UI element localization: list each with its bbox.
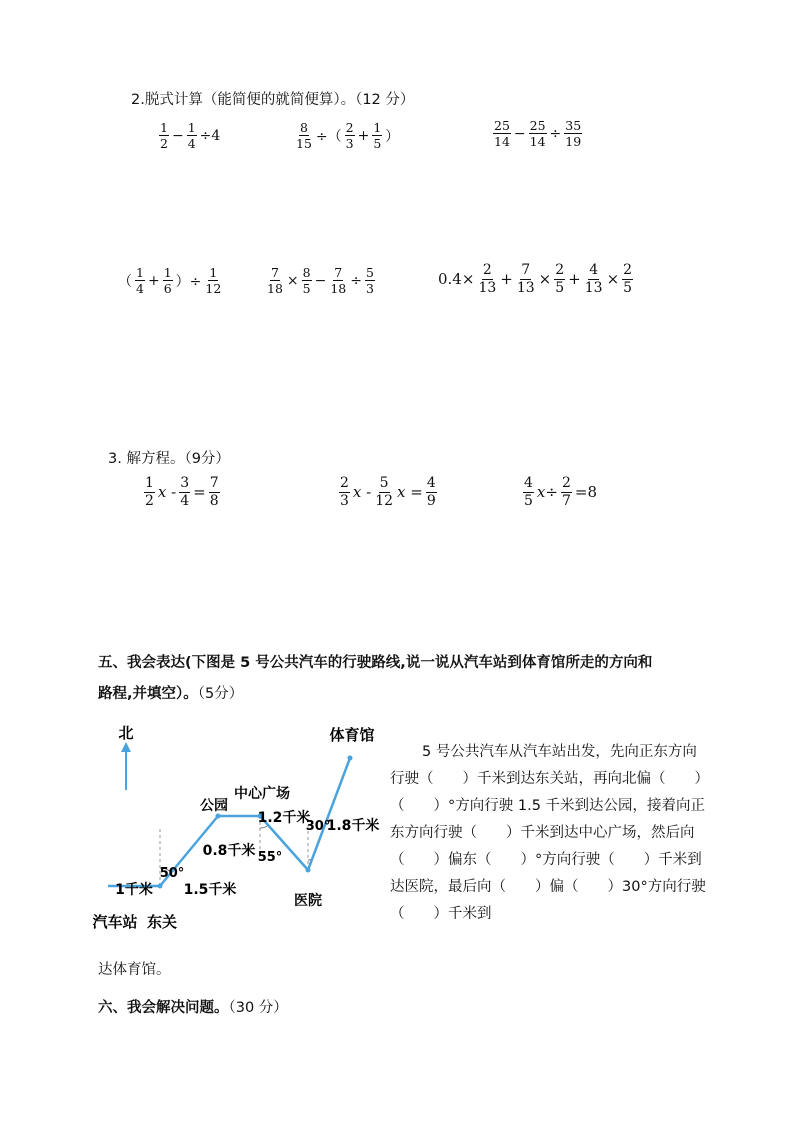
dist-park-center: 0.8千米 bbox=[202, 843, 256, 859]
problem-3: $\frac{25}{14}$ − $\frac{25}{14}$ ÷ $\frac{35}{19}$ bbox=[494, 118, 582, 150]
fraction: $\frac{1}{5}$ bbox=[373, 120, 382, 152]
fraction: $\frac{4}{9}$ bbox=[426, 475, 436, 509]
fraction: $\frac{2}{3}$ bbox=[345, 120, 354, 152]
fraction: $\frac{25}{14}$ bbox=[529, 118, 546, 150]
section5-title-line2 bbox=[98, 682, 243, 703]
route-map bbox=[88, 718, 388, 943]
fraction: $\frac{2}{13}$ bbox=[478, 262, 497, 296]
fraction: $\frac{7}{18}$ bbox=[267, 265, 283, 297]
label-stadium: 体育馆 bbox=[329, 726, 375, 744]
section6-title-bold: 六、我会解决问题。 bbox=[98, 1000, 229, 1016]
fraction: $\frac{7}{8}$ bbox=[209, 475, 219, 509]
label-center-square: 中心广场 bbox=[234, 786, 290, 802]
problem-1: $\frac{1}{2}$ − $\frac{1}{4}$ ÷4 bbox=[160, 120, 221, 152]
section6-score: （30 分） bbox=[228, 1000, 288, 1016]
fraction: $\frac{1}{2}$ bbox=[145, 475, 154, 509]
label-dongguan: 东关 bbox=[146, 913, 178, 931]
fraction: $\frac{1}{2}$ bbox=[160, 120, 168, 152]
stop-park bbox=[216, 814, 221, 819]
fraction: $\frac{7}{18}$ bbox=[330, 265, 347, 297]
section3-title: 3. 解方程。（9分） bbox=[108, 451, 230, 467]
fraction: $\frac{5}{12}$ bbox=[375, 475, 394, 509]
dist-dongguan-park: 1.5千米 bbox=[183, 882, 237, 898]
label-park: 公园 bbox=[200, 798, 228, 814]
angle-label-50: 50° bbox=[159, 866, 185, 881]
label-hospital: 医院 bbox=[294, 893, 322, 909]
section2-title: 2.脱式计算（能简便的就简便算）。（12 分） bbox=[131, 92, 415, 108]
fraction: $\frac{3}{4}$ bbox=[180, 475, 190, 509]
fraction: $\frac{25}{14}$ bbox=[494, 118, 510, 150]
angle-label-30: 30° bbox=[305, 819, 331, 834]
stop-dongguan bbox=[158, 884, 163, 889]
fraction: $\frac{1}{4}$ bbox=[136, 265, 144, 297]
fraction: $\frac{2}{7}$ bbox=[561, 475, 571, 509]
fraction: $\frac{2}{5}$ bbox=[623, 262, 633, 296]
fraction: $\frac{8}{15}$ bbox=[296, 120, 312, 152]
section5-title-line1: 五、我会表达(下图是 5 号公共汽车的行驶路线,说一说从汽车站到体育馆所走的方向和 bbox=[98, 655, 653, 671]
fraction: $\frac{8}{5}$ bbox=[302, 265, 311, 297]
angle-arc-55 bbox=[260, 826, 267, 828]
equation-1: $\frac{1}{2}$ x - $\frac{3}{4}$ = $\frac{7}{8}$ bbox=[145, 475, 219, 509]
dist-center-hospital: 1.2千米 bbox=[257, 810, 311, 826]
problem-6: 0.4× $\frac{2}{13}$ + $\frac{7}{13}$ × $\frac{2}{5}$ + $\frac{4}{13}$ × $\frac{2}{5}$ bbox=[438, 262, 633, 296]
fraction: $\frac{5}{3}$ bbox=[365, 265, 374, 297]
angle-label-55: 55° bbox=[257, 850, 283, 865]
fraction: $\frac{2}{3}$ bbox=[340, 475, 349, 509]
label-bus-station: 汽车站 bbox=[92, 913, 138, 931]
equation-3: $\frac{4}{5}$ x÷ $\frac{2}{7}$ =8 bbox=[524, 475, 597, 509]
north-label: 北 bbox=[118, 724, 134, 742]
dist-station-dongguan: 1千米 bbox=[115, 882, 153, 898]
fraction: $\frac{4}{5}$ bbox=[524, 475, 533, 509]
section5-paragraph-end: 达体育馆。 bbox=[98, 962, 171, 978]
fraction: $\frac{1}{6}$ bbox=[163, 265, 172, 297]
section5-score: （5分） bbox=[197, 686, 244, 702]
fraction: $\frac{4}{13}$ bbox=[584, 262, 603, 296]
section6-title bbox=[98, 996, 288, 1017]
section5-title-bold: 路程,并填空）。 bbox=[98, 686, 198, 702]
fraction: $\frac{2}{5}$ bbox=[555, 262, 565, 296]
problem-4: （ $\frac{1}{4}$ + $\frac{1}{6}$ ）÷ $\frac{1}{12}$ bbox=[118, 265, 222, 297]
stop-hospital bbox=[306, 868, 311, 873]
fraction: $\frac{35}{19}$ bbox=[565, 118, 582, 150]
dist-hospital-stadium: 1.8千米 bbox=[326, 818, 380, 834]
north-arrowhead-icon bbox=[121, 742, 131, 752]
section5-paragraph: 5 号公共汽车从汽车站出发，先向正东方向行驶（ ）千米到达东关站，再向北偏（ ）（ ）°方向行驶 1.5 千米到达公园，接着向正东方向行驶（ ）千米到达中心广场，然后向（ ）偏东（ ）°方向行驶（ ）千米到达医院，最后向（ ）偏（ ）30°方向行驶（ ）千米到 bbox=[390, 744, 706, 922]
fraction: $\frac{1}{12}$ bbox=[205, 265, 222, 297]
fraction: $\frac{1}{4}$ bbox=[187, 120, 196, 152]
problem-5: $\frac{7}{18}$ × $\frac{8}{5}$ − $\frac{7}{18}$ ÷ $\frac{5}{3}$ bbox=[267, 265, 374, 297]
equation-2: $\frac{2}{3}$ x - $\frac{5}{12}$ x = $\frac{4}{9}$ bbox=[340, 475, 436, 509]
fraction: $\frac{7}{13}$ bbox=[516, 262, 535, 296]
stop-stadium bbox=[348, 756, 353, 761]
problem-2: $\frac{8}{15}$ ÷（ $\frac{2}{3}$ + $\frac{1}{5}$ ） bbox=[296, 120, 400, 152]
